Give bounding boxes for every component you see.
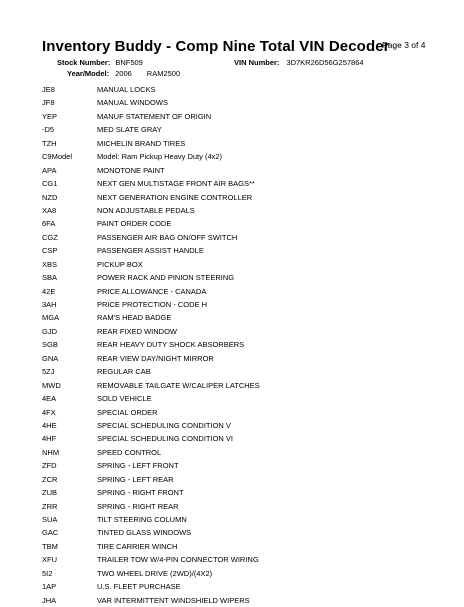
stock-number-label: Stock Number: — [57, 58, 111, 67]
option-row — [42, 406, 260, 419]
option-code: SGB — [42, 340, 58, 350]
option-description: REMOVABLE TAILGATE W/CALIPER LATCHES — [97, 380, 260, 390]
option-row — [42, 553, 260, 566]
option-row — [42, 513, 260, 526]
option-description: PASSENGER AIR BAG ON/OFF SWITCH — [97, 232, 238, 242]
option-row — [42, 311, 260, 324]
option-row — [42, 177, 260, 190]
option-code: 42E — [42, 286, 56, 296]
option-row — [42, 271, 260, 284]
option-description: PRICE ALLOWANCE - CANADA — [97, 286, 207, 296]
option-row — [42, 432, 260, 445]
option-row — [42, 486, 260, 499]
option-code: JHA — [42, 595, 57, 605]
option-code: ZRR — [42, 501, 58, 511]
option-row — [42, 164, 260, 177]
option-code: 4EA — [42, 394, 57, 404]
option-code: NZD — [42, 192, 58, 202]
option-row — [42, 258, 260, 271]
option-description: TINTED GLASS WINDOWS — [97, 528, 192, 538]
option-code: MWD — [42, 380, 61, 390]
option-row — [42, 365, 260, 378]
option-code: 6FA — [42, 219, 56, 229]
option-description: REGULAR CAB — [97, 367, 151, 377]
option-code: CSP — [42, 246, 58, 256]
option-description: REAR HEAVY DUTY SHOCK ABSORBERS — [97, 340, 245, 350]
option-row — [42, 567, 260, 580]
stock-number-value: BNF509 — [115, 58, 143, 67]
option-row — [42, 594, 260, 607]
option-code: NHM — [42, 447, 60, 457]
option-description: REAR VIEW DAY/NIGHT MIRROR — [97, 353, 214, 363]
option-code: YEP — [42, 111, 58, 121]
option-code: C9Model — [42, 152, 73, 162]
option-row — [42, 83, 260, 96]
option-description: SPECIAL ORDER — [97, 407, 158, 417]
option-code: SUA — [42, 515, 58, 524]
option-description: MANUAL LOCKS — [97, 85, 156, 94]
option-row — [42, 150, 260, 163]
option-row — [42, 231, 260, 244]
option-code: APA — [42, 165, 57, 175]
option-description: NON ADJUSTABLE PEDALS — [97, 205, 195, 215]
option-row — [42, 137, 260, 150]
option-code: JE8 — [42, 85, 55, 94]
option-code: 1AP — [42, 582, 57, 592]
option-row — [42, 191, 260, 204]
option-row — [42, 473, 260, 486]
option-code: ZUB — [42, 488, 57, 498]
option-row — [42, 580, 260, 593]
option-description: VAR INTERMITTENT WINDSHIELD WIPERS — [97, 595, 250, 605]
option-description: REAR FIXED WINDOW — [97, 326, 177, 336]
page-title: Inventory Buddy - Comp Nine Total VIN Decoder — [42, 38, 390, 55]
option-description: MANUAL WINDOWS — [97, 98, 168, 108]
option-code: XA8 — [42, 205, 57, 215]
option-description: NEXT GEN MULTISTAGE FRONT AIR BAGS** — [97, 179, 255, 189]
option-description: SPEED CONTROL — [97, 447, 162, 457]
option-code: MGA — [42, 313, 60, 323]
option-row — [42, 298, 260, 311]
option-row — [42, 500, 260, 513]
model-value: RAM2500 — [146, 69, 181, 78]
year-value: 2006 — [115, 69, 132, 78]
option-description: SPECIAL SCHEDULING CONDITION V — [97, 420, 231, 430]
option-row — [42, 459, 260, 472]
option-description: TWO WHEEL DRIVE (2WD)/(4X2) — [97, 568, 213, 578]
option-code: 3AH — [42, 300, 57, 309]
option-code: CG1 — [42, 179, 58, 189]
option-row — [42, 338, 260, 351]
option-description: SOLD VEHICLE — [97, 394, 152, 404]
option-row — [42, 379, 260, 392]
option-description: TRAILER TOW W/4-PIN CONNECTOR WIRING — [97, 555, 259, 565]
option-description: SPRING - RIGHT FRONT — [97, 488, 184, 498]
option-row — [42, 123, 260, 136]
option-code: GAC — [42, 528, 59, 538]
option-code: XBS — [42, 259, 58, 269]
option-row — [42, 352, 260, 365]
option-code: GJD — [42, 326, 57, 336]
option-code: ZFD — [42, 461, 57, 471]
option-row — [42, 217, 260, 230]
option-description: PRICE PROTECTION - CODE H — [97, 300, 208, 309]
vin-number-value: 3D7KR26D56G257864 — [286, 58, 364, 67]
year-model-row — [67, 69, 180, 78]
option-row — [42, 285, 260, 298]
option-row — [42, 244, 260, 257]
option-code: ZCR — [42, 474, 58, 484]
option-description: MICHELIN BRAND TIRES — [97, 138, 186, 148]
option-code: TZH — [42, 138, 57, 148]
option-description: SPECIAL SCHEDULING CONDITION VI — [97, 434, 233, 444]
option-description: Model: Ram Pickup Heavy Duty (4x2) — [97, 152, 223, 162]
option-code: GNA — [42, 353, 59, 363]
option-code: XFU — [42, 555, 57, 565]
option-code: 4HF — [42, 434, 57, 444]
option-description: POWER RACK AND PINION STEERING — [97, 273, 235, 283]
option-code: 5ZJ — [42, 367, 55, 377]
option-row — [42, 446, 260, 459]
option-row — [42, 392, 260, 405]
option-description: NEXT GENERATION ENGINE CONTROLLER — [97, 192, 253, 202]
option-description: U.S. FLEET PURCHASE — [97, 582, 181, 592]
option-description: MONOTONE PAINT — [97, 165, 165, 175]
option-code: SBA — [42, 273, 58, 283]
option-description: MANUF STATEMENT OF ORIGIN — [97, 111, 212, 121]
option-code-list — [42, 83, 260, 607]
vin-number-row — [234, 58, 364, 67]
option-code: -D5 — [42, 125, 55, 135]
option-description: TIRE CARRIER WINCH — [97, 541, 178, 551]
option-code: CGZ — [42, 232, 58, 242]
option-code: 5I2 — [42, 568, 53, 578]
option-code: 4HE — [42, 420, 57, 430]
vin-number-label: VIN Number: — [234, 58, 280, 67]
option-code: 4FX — [42, 407, 56, 417]
option-row — [42, 325, 260, 338]
option-row — [42, 204, 260, 217]
option-code: TBM — [42, 541, 58, 551]
year-model-label: Year/Model: — [67, 69, 110, 78]
option-description: TILT STEERING COLUMN — [97, 515, 187, 524]
stock-number-row — [57, 58, 143, 67]
option-description: RAM'S HEAD BADGE — [97, 313, 172, 323]
option-description: PAINT ORDER CODE — [97, 219, 172, 229]
option-row — [42, 526, 260, 539]
option-description: MED SLATE GRAY — [97, 125, 162, 135]
option-row — [42, 110, 260, 123]
option-description: PASSENGER ASSIST HANDLE — [97, 246, 204, 256]
page-number: Page 3 of 4 — [382, 40, 426, 50]
option-row — [42, 419, 260, 432]
option-description: SPRING - LEFT REAR — [97, 474, 174, 484]
option-row — [42, 540, 260, 553]
option-code: JF8 — [42, 98, 55, 108]
option-row — [42, 96, 260, 109]
option-description: PICKUP BOX — [97, 259, 143, 269]
option-description: SPRING - RIGHT REAR — [97, 501, 179, 511]
option-description: SPRING - LEFT FRONT — [97, 461, 179, 471]
